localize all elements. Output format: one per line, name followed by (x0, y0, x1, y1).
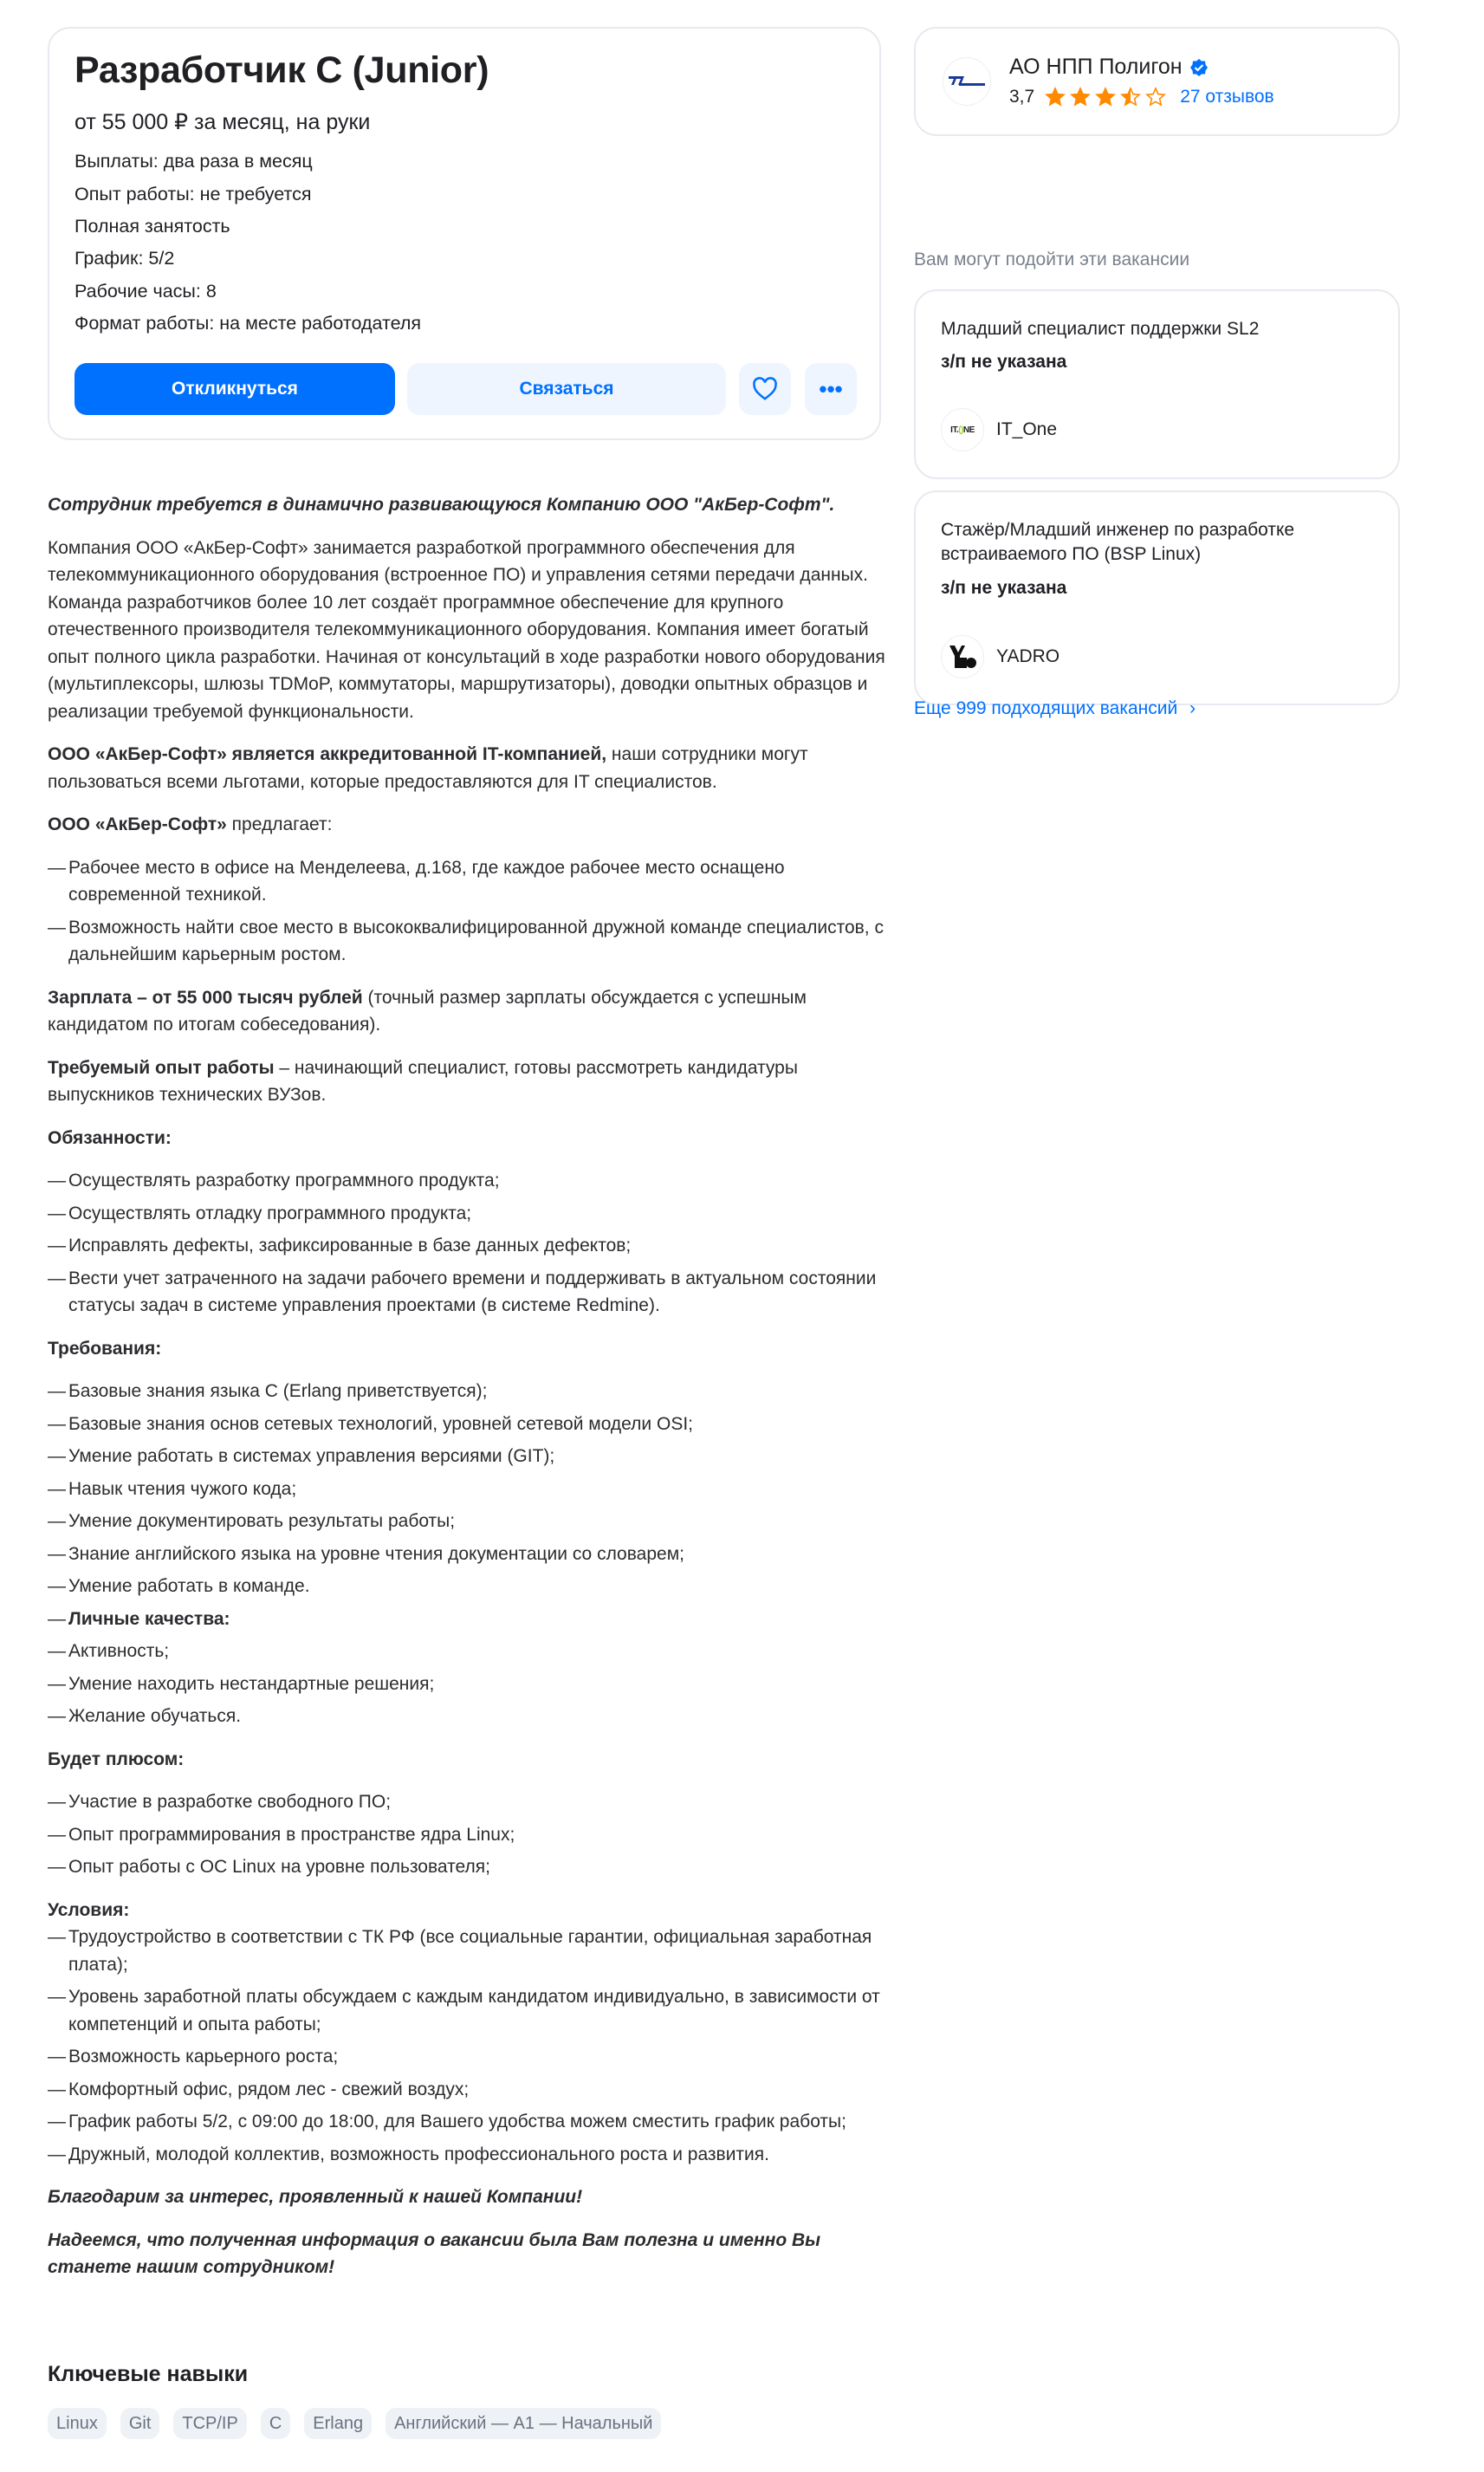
skill-tag: Английский — A1 — Начальный (386, 2408, 661, 2439)
list-item-text: Умение документировать результаты работы; (68, 1511, 456, 1531)
skill-tag: Erlang (304, 2408, 372, 2439)
description-text: Зарплата – от 55 000 тысяч рублей (48, 987, 363, 1008)
company-name[interactable]: АО НПП Полигон (1009, 55, 1183, 79)
favorite-button[interactable] (739, 363, 791, 415)
dash-bullet-icon: — (48, 1478, 66, 1499)
dash-bullet-icon: — (48, 917, 66, 938)
description-paragraph (48, 811, 888, 839)
heart-icon (752, 377, 778, 401)
dash-bullet-icon: — (48, 857, 66, 878)
list-item (48, 1378, 888, 1405)
more-options-button[interactable]: ••• (805, 363, 857, 415)
list-item (48, 2043, 888, 2071)
recommended-vacancy-card[interactable] (914, 490, 1400, 705)
list-item (48, 1200, 888, 1228)
list-item-text: Личные качества: (68, 1608, 230, 1629)
list-item (48, 1703, 888, 1730)
list-item (48, 1788, 888, 1816)
dash-bullet-icon: — (48, 2079, 66, 2099)
description-text: ООО «АкБер-Софт» является аккредитованной IT-компанией, (48, 744, 607, 764)
list-item-text: Умение работать в системах управления версиями (GIT); (68, 1446, 555, 1466)
dash-bullet-icon: — (48, 1268, 66, 1288)
respond-button[interactable]: Откликнуться (75, 363, 395, 415)
list-item-text: Рабочее место в офисе на Менделеева, д.168, где каждое рабочее место оснащено современной техникой. (68, 857, 785, 905)
info-experience: Опыт работы: не требуется (75, 184, 312, 204)
dash-bullet-icon: — (48, 1927, 66, 1947)
description-text: ООО «АкБер-Софт» (48, 814, 227, 834)
dash-bullet-icon: — (48, 1236, 66, 1255)
more-vacancies-link[interactable] (914, 698, 1196, 719)
rating-value: 3,7 (1009, 87, 1035, 107)
recommended-vacancy-title[interactable]: Стажёр/Младший инженер по разработке встраиваемого ПО (BSP Linux) (941, 520, 1295, 564)
description-paragraph (48, 984, 888, 1039)
rating-stars (1045, 87, 1166, 107)
recommended-vacancy-company: YADRO (996, 646, 1060, 666)
description-text: Надеемся, что полученная информация о вакансии была Вам полезна и именно Вы станете нашим сотрудником! (48, 2229, 821, 2277)
star-full-icon (1045, 87, 1066, 107)
list-item-text: Опыт программирования в пространстве ядра Linux; (68, 1824, 515, 1845)
list-item (48, 1411, 888, 1438)
description-paragraph (48, 1054, 888, 1109)
list-item (48, 1671, 888, 1698)
list-item (48, 854, 888, 909)
list-item (48, 1924, 888, 1978)
chevron-right-icon: › (1189, 698, 1196, 718)
list-item-text: Желание обучаться. (68, 1706, 242, 1726)
dash-bullet-icon: — (48, 1857, 66, 1877)
recommendations-title: Вам могут подойти эти вакансии (914, 250, 1190, 269)
list-item (48, 1638, 888, 1665)
list-item-text: Базовые знания основ сетевых технологий, уровней сетевой модели OSI; (68, 1413, 693, 1434)
info-work-format: Формат работы: на месте работодателя (75, 313, 422, 334)
description-text: Сотрудник требуется в динамично развивающуюся Компанию ООО "АкБер-Софт". (48, 495, 835, 515)
company-rating (1009, 87, 1274, 107)
info-payments: Выплаты: два раза в месяц (75, 151, 313, 172)
reviews-link[interactable]: 27 отзывов (1180, 87, 1274, 107)
skill-tag: C (261, 2408, 290, 2439)
vacancy-description (48, 491, 888, 2297)
more-vacancies-label[interactable]: Еще 999 подходящих вакансий (914, 698, 1178, 718)
list-item-text: Уровень заработной платы обсуждаем с каждым кандидатом индивидуально, в зависимости от компетенций и опыта работы; (68, 1987, 880, 2034)
list-item (48, 1265, 888, 1320)
dash-bullet-icon: — (48, 1171, 66, 1191)
dash-bullet-icon: — (48, 1413, 66, 1434)
dash-bullet-icon: — (48, 1608, 66, 1629)
list-item-text: Дружный, молодой коллектив, возможность профессионального роста и развития. (68, 2144, 769, 2164)
list-item-text: Вести учет затраченного на задачи рабочего времени и поддерживать в актуальном состоянии статусы задач в системе управления проектами (в системе Redmine). (68, 1268, 877, 1315)
info-hours: Рабочие часы: 8 (75, 281, 217, 302)
description-text: Компания ООО «АкБер-Софт» занимается разработкой программного обеспечения для телекоммуникационного оборудования (встроенное ПО) и управления сетями передачи данных. Команда разработчиков более 10 лет создаёт программное обеспечение для крупного отечественного производителя телекоммуникационного оборудования. Компания имеет богатый опыт полного цикла разработки. Начиная от консультаций в ходе разработки нового оборудования (мультиплексоры, шлюзы TDMoP, коммутаторы, маршрутизаторы), доводки опытных образцов и реализации требуемой функциональности. (48, 537, 885, 722)
dash-bullet-icon: — (48, 2047, 66, 2066)
list-item (48, 1573, 888, 1600)
info-schedule: График: 5/2 (75, 248, 175, 269)
dash-bullet-icon: — (48, 1576, 66, 1596)
recommended-vacancy-card[interactable] (914, 289, 1400, 479)
list-item-text: Осуществлять разработку программного продукта; (68, 1171, 500, 1191)
key-skills-title: Ключевые навыки (48, 2362, 249, 2386)
list-item (48, 1983, 888, 2038)
vacancy-card (48, 27, 881, 440)
list-item-text: График работы 5/2, с 09:00 до 18:00, для Вашего удобства можем сместить график работы; (68, 2112, 846, 2131)
list-item-text: Умение находить нестандартные решения; (68, 1673, 435, 1694)
description-text: – начинающий специалист, готовы рассмотреть кандидатуры выпускников технических ВУЗов. (48, 1057, 798, 1105)
dash-bullet-icon: — (48, 2112, 66, 2131)
list-item (48, 1541, 888, 1568)
skill-tag: Git (120, 2408, 160, 2439)
dash-bullet-icon: — (48, 1706, 66, 1726)
list-item-text: Возможность найти свое место в высококвалифицированной дружной команде специалистов, с дальнейшим карьерным ростом. (68, 917, 884, 964)
list-item-text: Трудоустройство в соответствии с ТК РФ (все социальные гарантии, официальная заработная плата); (68, 1927, 872, 1975)
recommended-vacancy-salary: з/п не указана (941, 352, 1067, 372)
list-item (48, 1167, 888, 1195)
list-item (48, 1232, 888, 1260)
description-text: наши сотрудники могут пользоваться всеми льготами, которые предоставляются для IT специалистов. (48, 744, 808, 792)
list-item-text: Возможность карьерного роста; (68, 2047, 339, 2066)
list-item-text: Участие в разработке свободного ПО; (68, 1792, 392, 1812)
star-full-icon (1070, 87, 1091, 107)
info-employment: Полная занятость (75, 216, 230, 237)
recommended-vacancy-salary: з/п не указана (941, 578, 1067, 598)
section-heading: Обязанности: (48, 1127, 172, 1148)
dash-bullet-icon: — (48, 1792, 66, 1812)
it-one-logo: IT.()NE (941, 408, 984, 451)
dash-bullet-icon: — (48, 1446, 66, 1466)
description-paragraph (48, 2183, 888, 2211)
list-item (48, 1476, 888, 1503)
list-item (48, 1508, 888, 1535)
list-item (48, 2108, 888, 2136)
list-item-text: Опыт работы с ОС Linux на уровне пользователя; (68, 1857, 490, 1877)
list-item (48, 1821, 888, 1849)
recommended-vacancy-title[interactable]: Младший специалист поддержки SL2 (941, 319, 1260, 339)
dash-bullet-icon: — (48, 2144, 66, 2164)
list-item-text: Умение работать в команде. (68, 1576, 310, 1596)
list-item-text: Знание английского языка на уровне чтения документации со словарем; (68, 1543, 684, 1564)
section-heading: Будет плюсом: (48, 1749, 185, 1769)
contact-button[interactable]: Связаться (407, 363, 726, 415)
description-paragraph (48, 741, 888, 795)
list-item-text: Активность; (68, 1641, 170, 1661)
list-item (48, 1606, 888, 1633)
list-item (48, 1443, 888, 1470)
vacancy-title: Разработчик C (Junior) (75, 49, 489, 91)
description-text: (точный размер зарплаты обсуждается с успешным кандидатом по итогам собеседования). (48, 987, 807, 1035)
dash-bullet-icon: — (48, 1511, 66, 1531)
dash-bullet-icon: — (48, 1987, 66, 2007)
star-empty-icon (1145, 87, 1166, 107)
list-item (48, 914, 888, 969)
yadro-logo (941, 635, 984, 678)
list-item (48, 2141, 888, 2169)
list-item-text: Исправлять дефекты, зафиксированные в базе данных дефектов; (68, 1236, 632, 1255)
description-text: Требуемый опыт работы (48, 1057, 275, 1078)
description-text: предлагает: (226, 814, 333, 834)
verified-icon (1189, 58, 1209, 77)
section-heading: Условия: (48, 1899, 130, 1920)
dash-bullet-icon: — (48, 1641, 66, 1661)
section-heading: Требования: (48, 1338, 162, 1359)
vacancy-salary: от 55 000 ₽ за месяц, на руки (75, 110, 371, 134)
list-item-text: Навык чтения чужого кода; (68, 1478, 297, 1499)
skill-tag: Linux (48, 2408, 107, 2439)
list-item-text: Комфортный офис, рядом лес - свежий воздух; (68, 2079, 470, 2099)
list-item (48, 1853, 888, 1881)
list-item-text: Осуществлять отладку программного продукта; (68, 1203, 472, 1223)
company-logo (943, 57, 991, 106)
dash-bullet-icon: — (48, 1381, 66, 1401)
description-paragraph (48, 491, 888, 519)
company-card[interactable] (914, 27, 1400, 136)
description-paragraph (48, 535, 888, 726)
list-item-text: Базовые знания языка С (Erlang приветствуется); (68, 1381, 488, 1401)
skill-tag: TCP/IP (173, 2408, 246, 2439)
star-full-icon (1095, 87, 1116, 107)
star-half-icon (1120, 87, 1141, 107)
list-item (48, 2076, 888, 2104)
dash-bullet-icon: — (48, 1203, 66, 1223)
dash-bullet-icon: — (48, 1673, 66, 1694)
dash-bullet-icon: — (48, 1824, 66, 1845)
key-skills-list (48, 2408, 661, 2439)
dash-bullet-icon: — (48, 1543, 66, 1564)
recommended-vacancy-company: IT_One (996, 419, 1058, 439)
description-paragraph (48, 2227, 888, 2281)
description-text: Благодарим за интерес, проявленный к нашей Компании! (48, 2187, 583, 2207)
